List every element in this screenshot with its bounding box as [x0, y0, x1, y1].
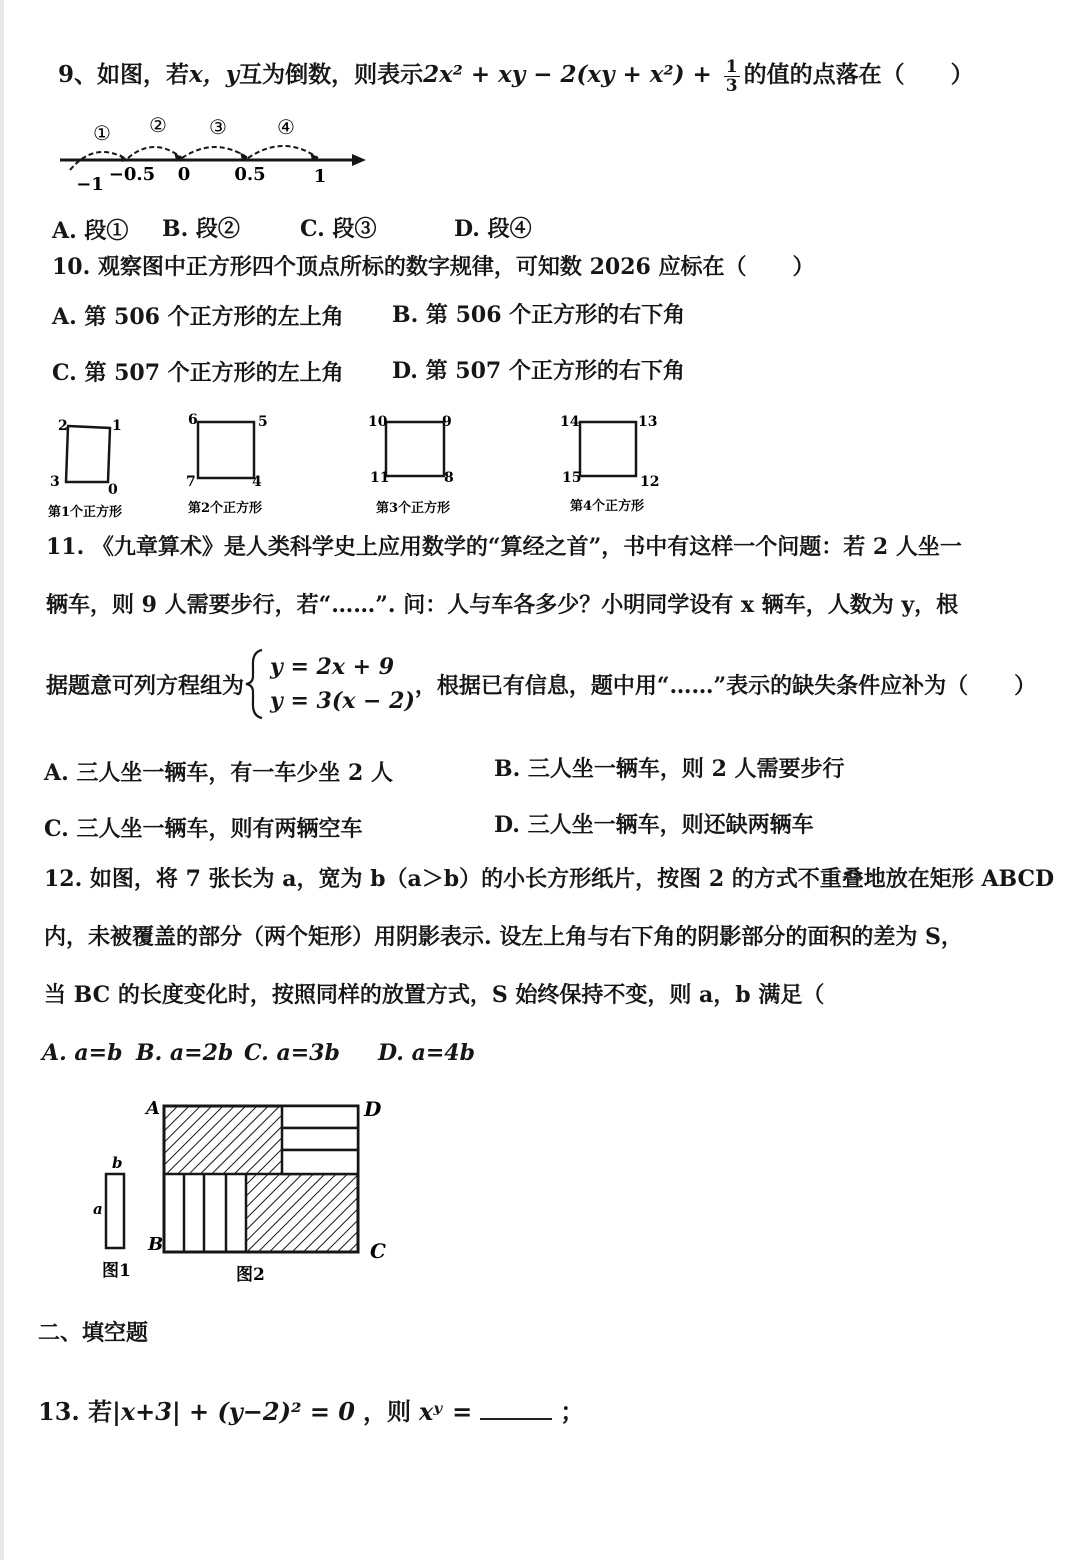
square-2 [186, 412, 268, 516]
q9-frac-num: 1 [725, 56, 738, 77]
square-2-bl: 7 [186, 474, 196, 490]
q10-option-b: B. 第 506 个正方形的右下角 [392, 302, 686, 328]
q9-number: 9、 [58, 61, 98, 88]
arc-segment-2 [128, 147, 182, 158]
q12-option-c: C. a=3b [244, 1040, 340, 1066]
q13-equals: = [452, 1397, 473, 1426]
q9-number-line [50, 108, 390, 198]
figure-1-small-rectangle [93, 1154, 131, 1281]
number-line-arrow [352, 154, 366, 166]
square-3 [368, 414, 454, 516]
q10-option-d: D. 第 507 个正方形的右下角 [392, 358, 685, 384]
square-1 [48, 418, 123, 520]
square-1-tl: 2 [58, 418, 68, 434]
shaded-top-left [164, 1106, 282, 1174]
section-2-title: 二、填空题 [38, 1320, 149, 1346]
tick-label-minus1: −1 [76, 174, 104, 195]
q9-prefix: 如图，若 [97, 61, 190, 88]
figure-1-side-b: b [112, 1154, 123, 1172]
figure-2-label: 图2 [236, 1265, 265, 1285]
q13-stem [38, 1392, 584, 1427]
q9-expression: 2x² + xy − 2(xy + x²) + [423, 61, 720, 88]
strip-1 [282, 1106, 358, 1128]
square-3-br: 8 [444, 470, 454, 486]
q11-option-c: C. 三人坐一辆车，则有两辆空车 [44, 816, 363, 842]
q9-suffix: 的值的点落在（ [743, 61, 905, 88]
q9-option-b: B. 段② [162, 216, 240, 242]
figure-2-rectangle-abcd [144, 1097, 386, 1285]
q10-option-c: C. 第 507 个正方形的左上角 [52, 360, 344, 386]
q13-end: ； [560, 1397, 585, 1426]
q10-option-a: A. 第 506 个正方形的左上角 [52, 304, 344, 330]
q13-expression: |x+3| + (y−2)² = 0 [112, 1397, 356, 1426]
square-2-br: 4 [252, 474, 262, 490]
q9-frac-den: 3 [725, 75, 738, 96]
segment-label-3: ③ [209, 115, 227, 139]
q12-line2: 内，未被覆盖的部分（两个矩形）用阴影表示. 设左上角与右下角的阴影部分的面积的差为 S， [44, 924, 963, 950]
q11-option-d: D. 三人坐一辆车，则还缺两辆车 [494, 812, 814, 838]
q10-squares-figure [40, 408, 680, 520]
corner-a: A [146, 1098, 160, 1119]
q12-line3: 当 BC 的长度变化时，按照同样的放置方式，S 始终保持不变，则 a，b 满足（ [44, 982, 825, 1008]
square-4-label: 第4个正方形 [570, 499, 645, 514]
q12-option-b: B. a=2b [136, 1040, 234, 1066]
q13-answer-blank[interactable] [480, 1418, 552, 1420]
q9-middle: 互为倒数，则表示 [239, 61, 424, 88]
q11-brace [244, 648, 266, 720]
q11-equation-2: y = 3(x − 2) [270, 688, 415, 714]
q13-middle: ，则 [363, 1397, 412, 1426]
square-4-tl: 14 [560, 414, 580, 430]
square-4 [560, 414, 659, 514]
square-2-label: 第2个正方形 [188, 501, 263, 516]
q12-option-a: A. a=b [42, 1040, 123, 1066]
q9-fraction [724, 58, 740, 95]
segment-label-2: ② [149, 113, 167, 137]
square-1-label: 第1个正方形 [48, 505, 123, 520]
q11-option-b: B. 三人坐一辆车，则 2 人需要步行 [494, 756, 845, 782]
q12-option-d: D. a=4b [378, 1040, 475, 1066]
q9-vars: x，y [189, 61, 240, 88]
segment-label-1: ① [93, 121, 111, 145]
page-edge [0, 0, 4, 1560]
q11-line3-suffix: ，根据已有信息，题中用“……”表示的缺失条件应补为（ [414, 672, 969, 699]
strip-2 [282, 1128, 358, 1150]
q9-option-d: D. 段④ [454, 216, 532, 242]
segment-label-4: ④ [277, 115, 295, 139]
q10-stem [52, 250, 815, 281]
square-4-br: 12 [640, 474, 660, 490]
arc-segment-3 [182, 147, 248, 158]
figure-1-label: 图1 [102, 1261, 131, 1281]
q9-stem [58, 56, 974, 95]
q10-stem-text: 10. 观察图中正方形四个顶点所标的数字规律，可知数 2026 应标在（ [52, 254, 747, 280]
q11-line1: 11. 《九章算术》是人类科学史上应用数学的“算经之首”，书中有这样一个问题：若 2 人坐一 [46, 534, 962, 560]
tick-label-0: 0 [177, 164, 191, 185]
tick-label-minus05: −0.5 [108, 164, 156, 185]
square-2-tl: 6 [188, 412, 198, 428]
q11-equation-1: y = 2x + 9 [270, 654, 395, 680]
q12-line1: 12. 如图，将 7 张长为 a，宽为 b（a＞b）的小长方形纸片，按图 2 的方式不重叠地放在矩形 ABCD [44, 866, 1055, 892]
q9-option-a: A. 段① [52, 218, 129, 244]
square-2-tr: 5 [258, 414, 268, 430]
q9-option-c: C. 段③ [300, 216, 377, 242]
q12-rectangle-figure [80, 1090, 420, 1290]
corner-b: B [148, 1234, 164, 1255]
q11-line3 [46, 648, 1036, 720]
square-3-bl: 11 [370, 470, 390, 486]
q13-prefix: 13. 若 [38, 1397, 113, 1426]
q11-option-a: A. 三人坐一辆车，有一车少坐 2 人 [44, 760, 394, 786]
square-3-label: 第3个正方形 [376, 501, 451, 516]
q13-target: xʸ [419, 1397, 443, 1426]
square-1-tr: 1 [112, 418, 122, 434]
corner-d: D [364, 1097, 382, 1121]
arc-segment-4 [248, 146, 318, 158]
figure-1-side-a: a [93, 1200, 103, 1218]
square-3-tl: 10 [368, 414, 388, 430]
strip-3 [282, 1150, 358, 1174]
square-1-br: 0 [108, 482, 118, 498]
q10-close: ） [792, 254, 815, 280]
q11-line3-prefix: 据题意可列方程组为 [46, 672, 245, 699]
square-4-tr: 13 [638, 414, 658, 430]
corner-c: C [370, 1239, 386, 1263]
q9-close: ） [950, 61, 974, 88]
square-3-tr: 9 [442, 414, 452, 430]
q11-equation-system [270, 650, 415, 718]
tick-label-1: 1 [313, 166, 327, 187]
square-1-bl: 3 [50, 474, 60, 490]
tick-label-05: 0.5 [234, 164, 266, 185]
square-4-bl: 15 [562, 470, 582, 486]
q11-close: ） [1014, 672, 1037, 699]
shaded-bottom-right [246, 1174, 358, 1252]
q11-line2: 辆车，则 9 人需要步行，若“……”. 问：人与车各多少？小明同学设有 x 辆车，人数为 y，根 [46, 592, 959, 618]
